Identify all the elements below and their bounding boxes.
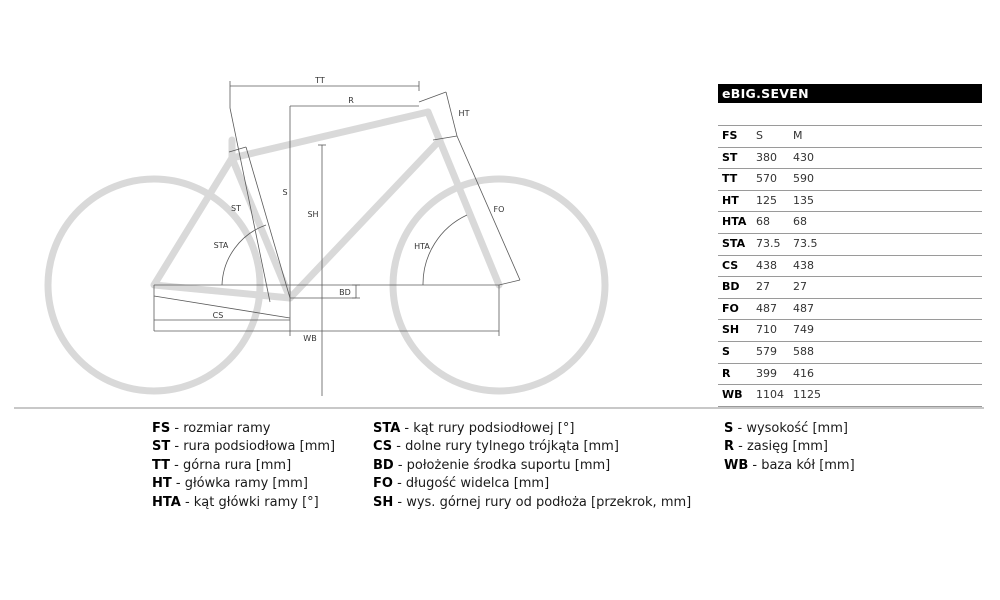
table-cell: 749: [793, 323, 814, 337]
table-row: [718, 147, 982, 169]
table-cell: S: [722, 344, 730, 358]
table-cell: 135: [793, 193, 814, 207]
table-cell: 438: [756, 258, 777, 272]
table-cell: 27: [793, 280, 807, 294]
table-cell: SH: [722, 323, 740, 337]
legend-desc: - górna rura [mm]: [170, 457, 292, 473]
table-cell: 399: [756, 366, 777, 380]
table-cell: 588: [793, 344, 814, 358]
legend-column-2: [373, 420, 691, 512]
label-hta: HTA: [414, 242, 430, 251]
legend-abbr: FS: [152, 421, 171, 436]
table-row: [718, 298, 982, 320]
table-cell: HTA: [722, 215, 747, 229]
legend-abbr: STA: [373, 421, 401, 436]
table-cell: ST: [722, 150, 738, 164]
table-cell: 1104: [756, 388, 784, 402]
legend-desc: - rozmiar ramy: [170, 421, 271, 436]
table-row: [718, 255, 982, 277]
header-cell: M: [793, 129, 803, 142]
table-cell: 27: [756, 280, 770, 294]
legend-item: [152, 457, 335, 475]
legend-desc: - długość widelca [mm]: [392, 476, 550, 492]
table-cell: 487: [756, 301, 777, 315]
legend-abbr: FO: [373, 476, 393, 492]
table-row: [718, 276, 982, 298]
dimension-lines: [154, 81, 520, 396]
legend-item: [724, 420, 855, 438]
legend-abbr: ST: [152, 439, 171, 455]
legend-abbr: HT: [152, 476, 172, 492]
legend-desc: - kąt rury podsiodłowej [°]: [400, 421, 575, 436]
legend-desc: - położenie środka suportu [mm]: [393, 457, 611, 473]
label-ht: HT: [458, 109, 470, 118]
label-cs: CS: [212, 311, 224, 320]
label-r: R: [348, 96, 354, 105]
legend-abbr: CS: [373, 439, 393, 455]
legend-abbr: HTA: [152, 494, 181, 510]
table-row: [718, 233, 982, 255]
section-divider: [14, 407, 984, 409]
legend-abbr: BD: [373, 457, 394, 473]
legend-abbr: R: [724, 439, 735, 455]
legend-item: [152, 475, 335, 493]
legend-desc: - dolne rury tylnego trójkąta [mm]: [392, 439, 619, 455]
legend-item: [373, 494, 691, 512]
legend-desc: - rura podsiodłowa [mm]: [170, 439, 336, 455]
table-cell: 1125: [793, 388, 821, 402]
geometry-table: [718, 84, 982, 407]
bike-frame: [154, 112, 499, 298]
legend-abbr: S: [724, 421, 734, 436]
label-tt: TT: [315, 76, 325, 85]
table-cell: HT: [722, 193, 739, 207]
table-header-row: [718, 125, 982, 147]
table-cell: TT: [722, 172, 738, 186]
legend-desc: - wys. górnej rury od podłoża [przekrok, mm]: [393, 494, 692, 510]
legend-item: [373, 475, 691, 493]
legend-item: [724, 438, 855, 456]
table-row: [718, 211, 982, 233]
table-cell: 570: [756, 172, 777, 186]
table-row: [718, 168, 982, 190]
table-cell: 579: [756, 344, 777, 358]
table-cell: CS: [722, 258, 739, 272]
table-body: [718, 147, 982, 407]
legend-abbr: WB: [724, 457, 749, 473]
legend-desc: - wysokość [mm]: [733, 421, 848, 436]
label-sta: STA: [213, 241, 229, 250]
legend-item: [152, 420, 335, 438]
table-cell: FO: [722, 301, 739, 315]
legend-desc: - baza kół [mm]: [748, 457, 855, 473]
table-cell: 416: [793, 366, 814, 380]
label-bd: BD: [339, 288, 351, 297]
legend-desc: - kąt główki ramy [°]: [180, 494, 319, 510]
legend-column-1: [152, 420, 335, 512]
legend-item: [152, 438, 335, 456]
table-cell: 68: [793, 215, 807, 229]
table-cell: 380: [756, 150, 777, 164]
table-cell: 710: [756, 323, 777, 337]
legend-abbr: TT: [152, 457, 171, 473]
label-st: ST: [231, 204, 241, 213]
table-cell: STA: [722, 236, 746, 250]
bike-geometry-diagram: [0, 0, 700, 405]
label-fo: FO: [493, 205, 505, 214]
header-cell: FS: [722, 129, 738, 142]
model-title: eBIG.SEVEN: [718, 84, 982, 103]
table-cell: R: [722, 366, 731, 380]
table-cell: 438: [793, 258, 814, 272]
label-wb: WB: [303, 334, 317, 343]
legend-desc: - zasięg [mm]: [734, 439, 828, 455]
legend-item: [152, 494, 335, 512]
table-cell: 125: [756, 193, 777, 207]
table-cell: 68: [756, 215, 770, 229]
table-cell: WB: [722, 388, 743, 402]
table-cell: 73.5: [756, 236, 781, 250]
table-row: [718, 384, 982, 407]
legend-item: [373, 438, 691, 456]
table-row: [718, 319, 982, 341]
table-cell: BD: [722, 280, 740, 294]
table-cell: 430: [793, 150, 814, 164]
label-s: S: [282, 188, 288, 197]
legend-item: [373, 420, 691, 438]
legend-item: [373, 457, 691, 475]
header-cell: S: [756, 129, 763, 142]
table-cell: 590: [793, 172, 814, 186]
table-cell: 73.5: [793, 236, 818, 250]
table-row: [718, 363, 982, 385]
legend-column-3: [724, 420, 855, 475]
table-row: [718, 190, 982, 212]
table-cell: 487: [793, 301, 814, 315]
table-row: [718, 341, 982, 363]
legend-item: [724, 457, 855, 475]
label-sh: SH: [307, 210, 319, 219]
legend-abbr: SH: [373, 494, 394, 510]
legend-desc: - główka ramy [mm]: [171, 476, 308, 492]
